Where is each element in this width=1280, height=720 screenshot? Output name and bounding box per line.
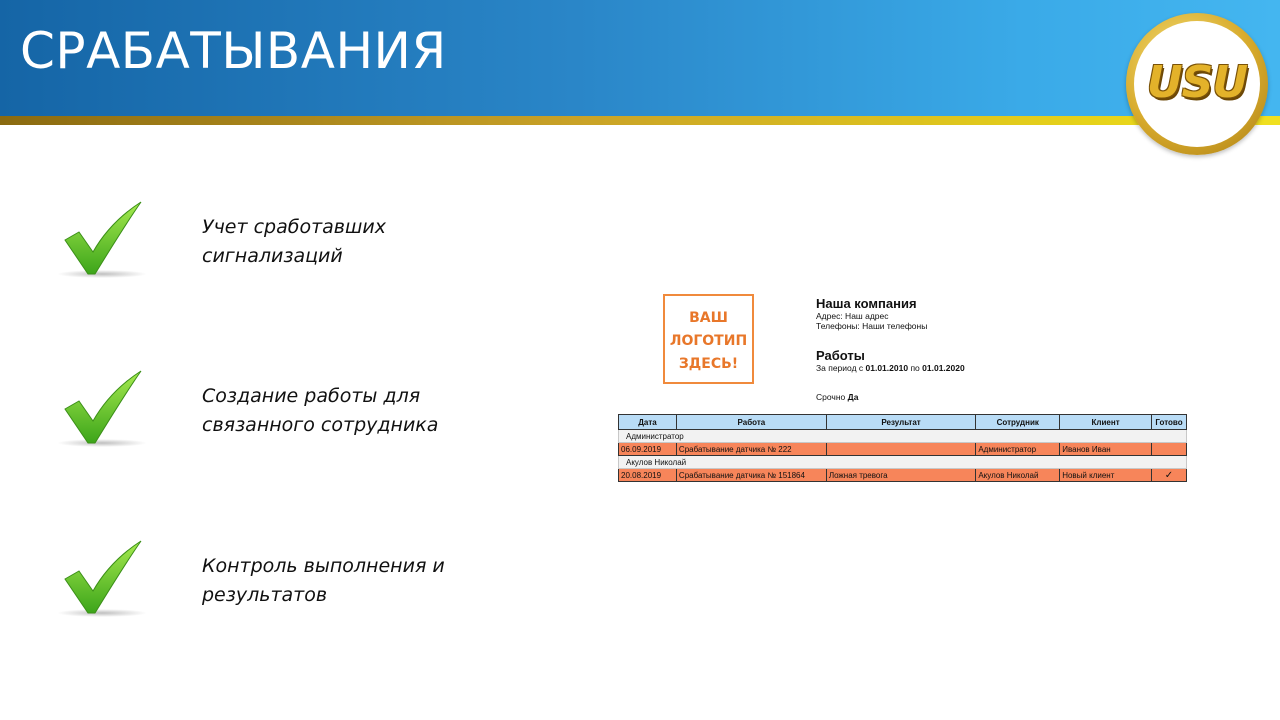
feature-item [55,200,515,290]
page-title: СРАБАТЫВАНИЯ [20,22,447,80]
table-row [619,469,1187,482]
company-name: Наша компания [816,296,917,311]
company-phones: Телефоны: Наши телефоны [816,321,928,331]
feature-item [55,539,515,629]
report-title: Работы [816,348,865,363]
table-row [619,443,1187,456]
usu-logo [1126,13,1268,155]
header-band [0,0,1280,116]
urgent-filter [816,392,858,402]
feature-label: Создание работы для связанного сотрудника [202,385,439,436]
cell-done [1152,443,1187,456]
feature-item [55,369,515,459]
cell-work: Срабатывание датчика № 151864 [676,469,826,482]
period-to: 01.01.2020 [922,363,965,373]
gold-stripe [0,116,1280,125]
table-header-row [619,415,1187,430]
logo-line: ЗДЕСЬ! [678,356,739,372]
logo-line: ЛОГОТИП [669,333,748,349]
cell-date: 06.09.2019 [619,443,677,456]
checkmark-icon [55,369,150,449]
feature-label: Контроль выполнения и результатов [202,555,445,606]
column-header: Дата [619,415,677,430]
period-prefix: За период с [816,363,864,373]
column-header: Клиент [1060,415,1152,430]
cell-client: Новый клиент [1060,469,1152,482]
cell-work: Срабатывание датчика № 222 [676,443,826,456]
company-address: Адрес: Наш адрес [816,311,889,321]
urgent-label: Срочно [816,392,846,402]
group-name: Администратор [619,430,1187,443]
cell-result [826,443,976,456]
period-mid: по [910,363,920,373]
report-period [816,363,965,373]
report-table [618,414,1187,482]
group-row [619,456,1187,469]
group-row [619,430,1187,443]
column-header: Результат [826,415,976,430]
cell-employee: Администратор [976,443,1060,456]
feature-label: Учет сработавших сигнализаций [202,216,386,267]
column-header: Готово [1152,415,1187,430]
logo-line: ВАШ [689,310,728,326]
urgent-value: Да [847,392,859,402]
period-from: 01.01.2010 [865,363,909,373]
column-header: Сотрудник [976,415,1060,430]
cell-date: 20.08.2019 [619,469,677,482]
group-name: Акулов Николай [619,456,1187,469]
cell-result: Ложная тревога [826,469,976,482]
checkmark-icon [55,539,150,619]
done-check-icon: ✓ [1152,469,1187,482]
column-header: Работа [676,415,826,430]
cell-client: Иванов Иван [1060,443,1152,456]
company-info [816,296,965,373]
report-preview [617,292,1187,484]
usu-logo-text: USU [1146,57,1248,108]
cell-employee: Акулов Николай [976,469,1060,482]
logo-placeholder [663,294,754,384]
checkmark-icon [55,200,150,280]
